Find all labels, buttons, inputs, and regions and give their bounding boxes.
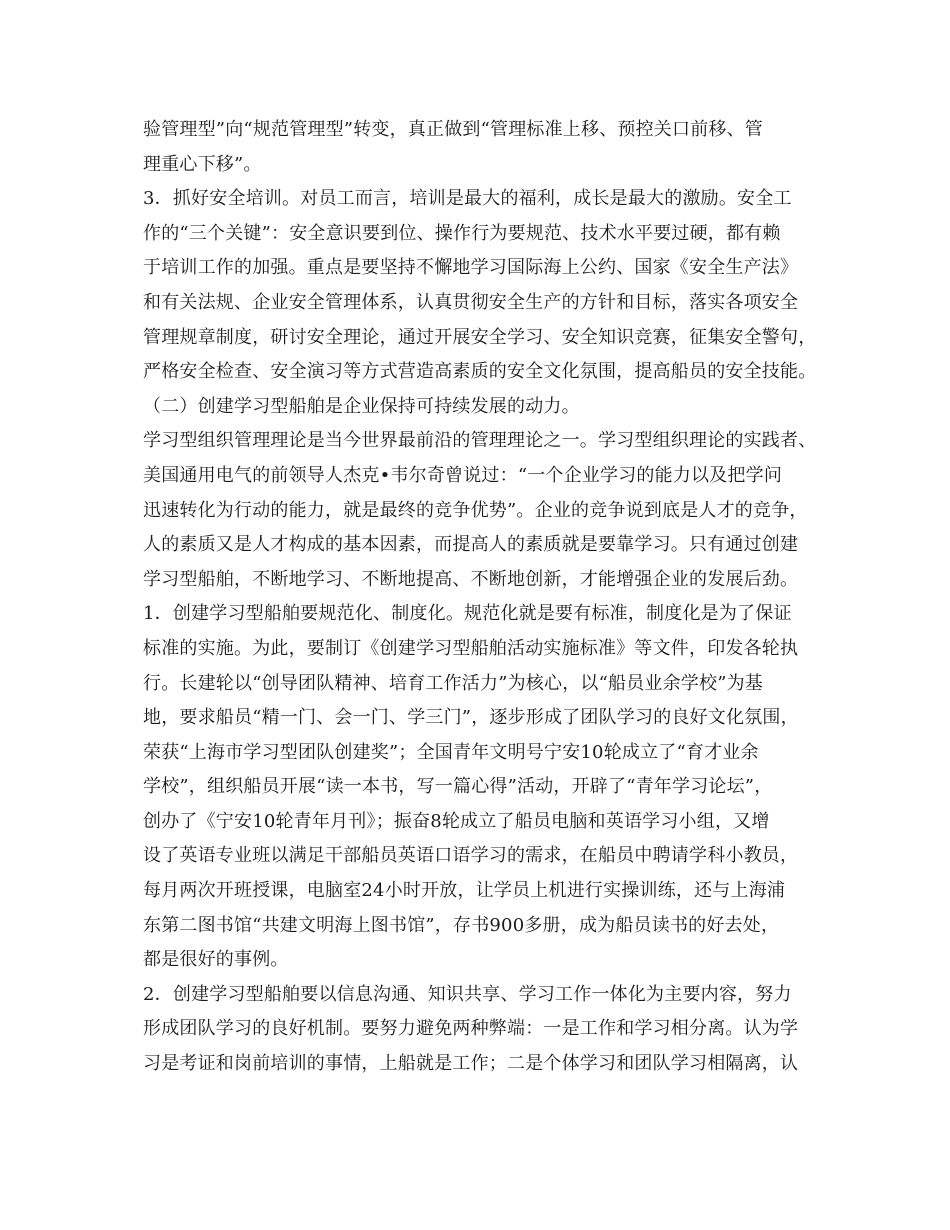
text-line: 东第二图书馆“共建文明海上图书馆”，存书900多册，成为船员读书的好去处， xyxy=(143,914,780,936)
text-line: 于培训工作的加强。重点是要坚持不懈地学习国际海上公约、国家《安全生产法》 xyxy=(143,257,799,279)
text-line: 标准的实施。为此，要制订《创建学习型船舶活动实施标准》等文件，印发各轮执 xyxy=(143,637,799,659)
text-line: 作的“三个关键”：安全意识要到位、操作行为要规范、技术水平要过硬，都有赖 xyxy=(143,222,781,244)
text-line: 严格安全检查、安全演习等方式营造高素质的安全文化氛围，提高船员的安全技能。 xyxy=(143,361,817,383)
text-line: 行。长建轮以“创导团队精神、培育工作活力”为核心，以“船员业余学校”为基 xyxy=(143,672,764,694)
text-line: 和有关法规、企业安全管理体系，认真贯彻安全生产的方针和目标，落实各项安全 xyxy=(143,291,799,313)
text-line: 美国通用电气的前领导人杰克•韦尔奇曾说过：“一个企业学习的能力以及把学问 xyxy=(143,464,783,486)
text-line: 地，要求船员“精一门、会一门、学三门”，逐步形成了团队学习的良好文化氛围， xyxy=(143,707,799,729)
text-line: 创办了《宁安10轮青年月刊》；振奋8轮成立了船员电脑和英语学习小组，又增 xyxy=(143,810,770,832)
text-line: 形成团队学习的良好机制。要努力避免两种弊端：一是工作和学习相分离。认为学 xyxy=(143,1018,799,1040)
text-line: 设了英语专业班以满足干部船员英语口语学习的需求，在船员中聘请学科小教员， xyxy=(143,845,799,867)
text-line: 人的素质又是人才构成的基本因素，而提高人的素质就是要靠学习。只有通过创建 xyxy=(143,534,799,556)
text-line: 迅速转化为行动的能力，就是最终的竞争优势”。企业的竞争说到底是人才的竞争， xyxy=(143,499,808,521)
text-line: 理重心下移”。 xyxy=(143,153,262,175)
text-line: 1．创建学习型船舶要规范化、制度化。规范化就是要有标准，制度化是为了保证 xyxy=(143,603,792,625)
text-line: 学习型船舶，不断地学习、不断地提高、不断地创新，才能增强企业的发展后劲。 xyxy=(143,568,799,590)
text-line: 习是考证和岗前培训的事情，上船就是工作；二是个体学习和团队学习相隔离，认 xyxy=(143,1053,799,1075)
text-line: 学校”，组织船员开展“读一本书，写一篇心得”活动，开辟了“青年学习论坛”， xyxy=(143,776,773,798)
section-heading: （二）创建学习型船舶是企业保持可持续发展的动力。 xyxy=(143,395,580,417)
text-line: 学习型组织管理理论是当今世界最前沿的管理理论之一。学习型组织理论的实践者、 xyxy=(143,430,817,452)
text-line: 都是很好的事例。 xyxy=(143,949,289,971)
text-line: 荣获“上海市学习型团队创建奖”；全国青年文明号宁安10轮成立了“育才业余 xyxy=(143,741,759,763)
text-line: 管理规章制度，研讨安全理论，通过开展安全学习、安全知识竞赛，征集安全警句， xyxy=(143,326,817,348)
body-text xyxy=(143,113,823,1082)
text-line: 3．抓好安全培训。对员工而言，培训是最大的福利，成长是最大的激励。安全工 xyxy=(143,188,792,210)
text-line: 验管理型”向“规范管理型”转变，真正做到“管理标准上移、预控关口前移、管 xyxy=(143,119,764,140)
text-line: 2．创建学习型船舶要以信息沟通、知识共享、学习工作一体化为主要内容，努力 xyxy=(143,983,792,1005)
text-line: 每月两次开班授课，电脑室24小时开放，让学员上机进行实操训练，还与上海浦 xyxy=(143,880,786,902)
